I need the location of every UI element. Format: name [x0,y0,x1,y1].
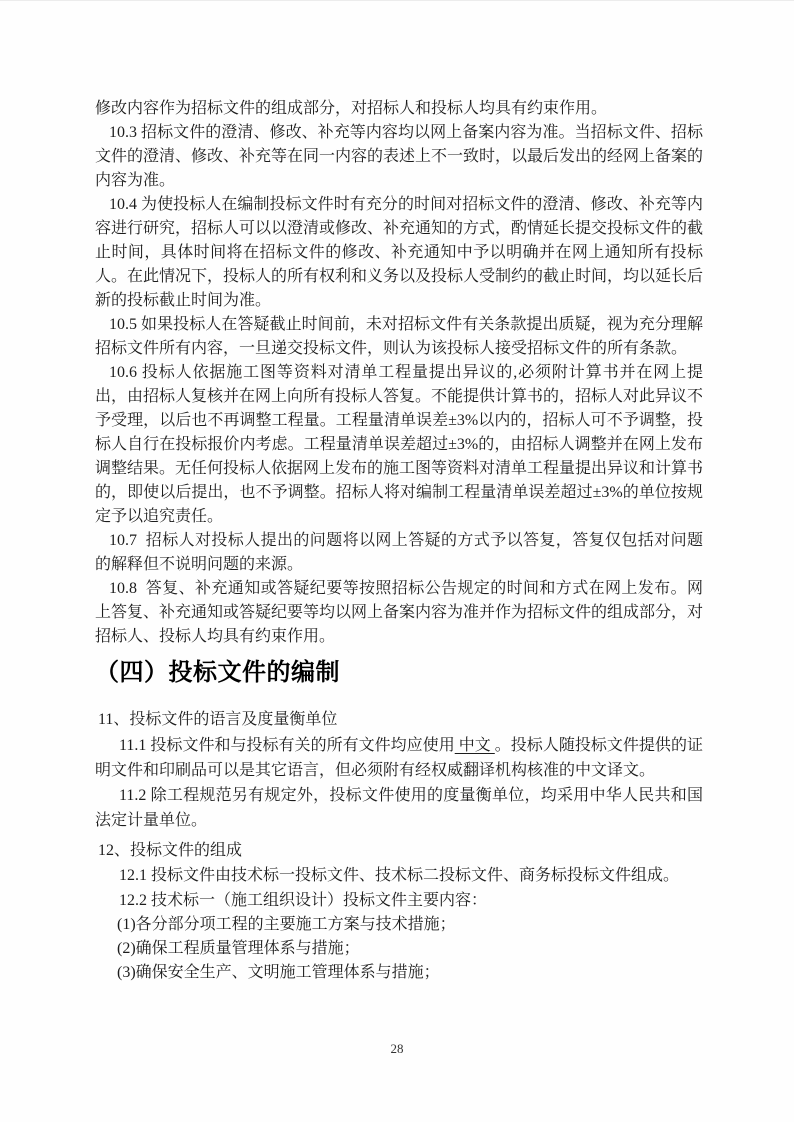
clause-12-title: 12、投标文件的组成 [98,842,243,859]
clause-11-title: 11、投标文件的语言及度量衡单位 [98,711,338,728]
clause-11-1-text-before: 11.1 投标文件和与投标有关的所有文件均应使用 [119,737,455,754]
tech-bid-item-2: (2)确保工程质量管理体系与措施； [117,940,360,957]
tech-bid-item-1: (1)各分部分项工程的主要施工方案与技术措施； [117,916,456,933]
clause-11-1 [95,733,703,783]
clause-12-1: 12.1 投标文件由技术标一投标文件、技术标二投标文件、商务标投标文件组成。 [119,867,680,884]
page-content [95,97,703,985]
page-number: 28 [390,1041,404,1056]
section-4-heading: （四）投标文件的编制 [95,659,340,686]
clause-10-6: 10.6 投标人依据施工图等资料对清单工程量提出异议的,必须附计算书并在网上提出，由招标人复核并在网上向所有投标人答复。不能提供计算书的，招标人对此异议不予受理，以后也不再调整工程量。工程量清单误差±3%以内的，招标人可不予调整，投标人自行在投标报价内考虑。工程量清单误差超过±3%的，由招标人调整并在网上发布调整结果。无任何投标人依据网上发布的施工图等资料对清单工程量提出异议和计算书的，即使以后提出，也不予调整。招标人将对编制工程量清单误差超过±3%的单位按规定予以追究责任。 [95,364,704,525]
clause-11-1-text-after: 。投标人随投标文件提供的证明文件和印刷品可以是其它语言，但必须附有经权威翻译机构核准的中文译文。 [95,737,703,779]
clause-10-8: 10.8 答复、补充通知或答疑纪要等按照招标公告规定的时间和方式在网上发布。网上答复、补充通知或答疑纪要等均以网上备案内容为准并作为招标文件的组成部分，对招标人、投标人均具有约束作用。 [95,580,704,645]
clause-10-4: 10.4 为使投标人在编制投标文件时有充分的时间对招标文件的澄清、修改、补充等内容进行研究，招标人可以以澄清或修改、补充通知的方式，酌情延长提交投标文件的截止时间，具体时间将在招标文件的修改、补充通知中予以明确并在网上通知所有投标人。在此情况下，投标人的所有权利和义务以及投标人受制约的截止时间，均以延长后新的投标截止时间为准。 [95,196,704,309]
clause-10-7: 10.7 招标人对投标人提出的问题将以网上答疑的方式予以答复，答复仅包括对问题的解释但不说明问题的来源。 [95,532,703,573]
clause-10-5: 10.5 如果投标人在答疑截止时间前，未对招标文件有关条款提出质疑，视为充分理解招标文件所有内容，一旦递交投标文件，则认为该投标人接受招标文件的所有条款。 [95,316,703,357]
clause-11-1-filled-blank: 中文 [454,737,495,754]
clause-10-3: 10.3 招标文件的澄清、修改、补充等内容均以网上备案内容为准。当招标文件、招标文件的澄清、修改、补充等在同一内容的表述上不一致时，以最后发出的经网上备案的内容为准。 [95,124,704,189]
tech-bid-item-3: (3)确保安全生产、文明施工管理体系与措施； [117,964,440,981]
paragraph-continuation: 修改内容作为招标文件的组成部分，对招标人和投标人均具有约束作用。 [95,100,608,117]
clause-11-2: 11.2 除工程规范另有规定外，投标文件使用的度量衡单位，均采用中华人民共和国法定计量单位。 [95,787,703,829]
clause-12-2: 12.2 技术标一（施工组织设计）投标文件主要内容： [119,892,488,909]
